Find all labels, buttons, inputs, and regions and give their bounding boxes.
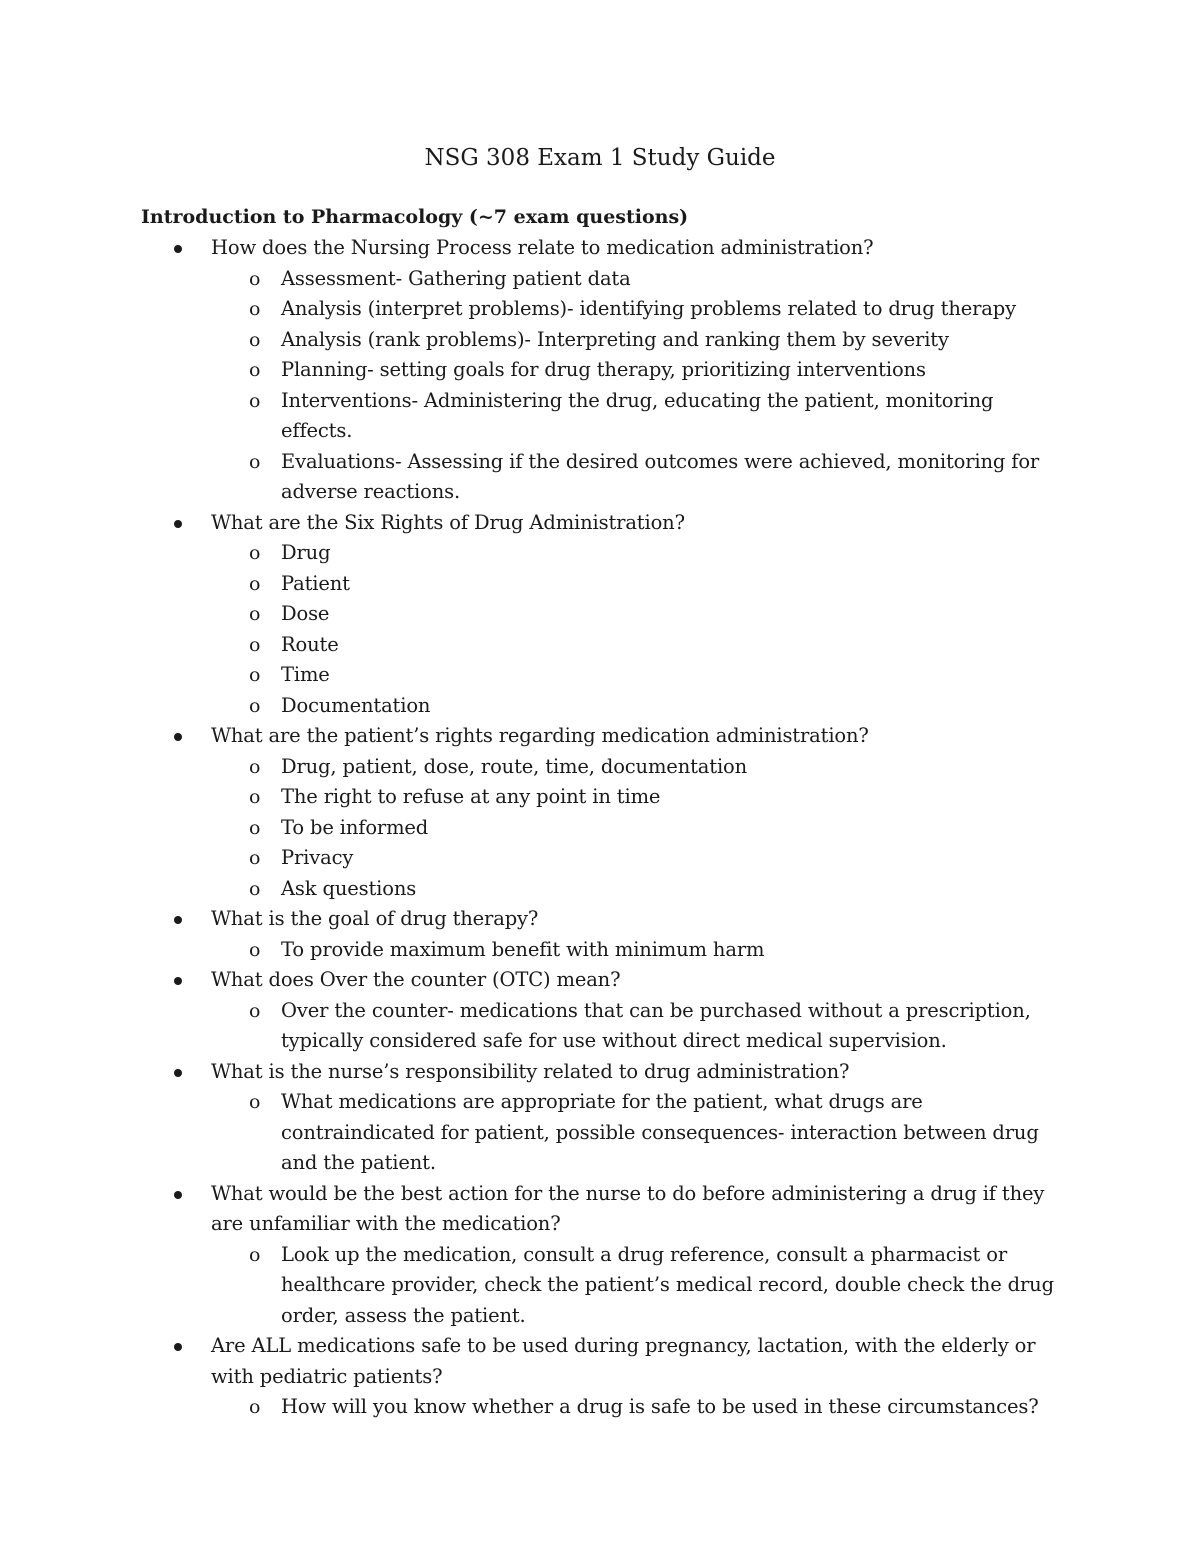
- question-item: [141, 233, 1061, 508]
- answer-item: [211, 355, 1061, 386]
- answer-text: Assessment- Gathering patient data: [281, 266, 631, 290]
- sub-bullet-icon: o: [249, 664, 261, 686]
- answer-item: [211, 569, 1061, 600]
- bullet-icon: [174, 1191, 182, 1199]
- answer-text: How will you know whether a drug is safe to be used in these circumstances?: [281, 1395, 1039, 1418]
- answer-list: [211, 935, 1061, 966]
- question-text: What are the Six Rights of Drug Administration?: [211, 510, 685, 534]
- question-text: What are the patient’s rights regarding medication administration?: [211, 724, 869, 747]
- sub-bullet-icon: o: [249, 359, 261, 381]
- sub-bullet-icon: o: [249, 938, 261, 961]
- question-text: What would be the best action for the nurse to do before administering a drug if they are unfamiliar with the medication?: [211, 1181, 1045, 1235]
- answer-text: Drug: [281, 541, 331, 564]
- answer-text: Privacy: [281, 846, 354, 869]
- bullet-icon: [174, 977, 182, 985]
- answer-item: [211, 996, 1061, 1057]
- question-item: [141, 1057, 1061, 1179]
- answer-text: Documentation: [281, 693, 431, 717]
- question-text: What is the goal of drug therapy?: [211, 907, 539, 930]
- sub-bullet-icon: o: [249, 786, 261, 808]
- answer-item: [211, 660, 1061, 691]
- answer-text: What medications are appropriate for the patient, what drugs are contraindicated for patient, possible consequences- interaction between drug and the patient.: [281, 1090, 1039, 1174]
- answer-text: Planning- setting goals for drug therapy, prioritizing interventions: [281, 358, 926, 381]
- answer-item: [211, 264, 1061, 295]
- bullet-icon: [174, 1069, 182, 1077]
- bullet-icon: [174, 520, 182, 528]
- sub-bullet-icon: o: [249, 1091, 261, 1113]
- sub-bullet-icon: o: [249, 572, 261, 595]
- answer-text: To be informed: [281, 815, 429, 839]
- answer-item: [211, 1087, 1061, 1179]
- sub-bullet-icon: o: [249, 542, 261, 564]
- question-list: [141, 233, 1061, 1423]
- answer-list: [211, 1392, 1061, 1423]
- answer-item: [211, 935, 1061, 966]
- answer-text: Analysis (rank problems)- Interpreting and ranking them by severity: [281, 327, 949, 351]
- bullet-icon: [174, 733, 182, 741]
- answer-text: Drug, patient, dose, route, time, documentation: [281, 754, 748, 778]
- bullet-icon: [174, 245, 182, 253]
- sub-bullet-icon: o: [249, 999, 261, 1022]
- sub-bullet-icon: o: [249, 755, 261, 778]
- section-heading: Introduction to Pharmacology (~7 exam questions): [141, 206, 689, 228]
- question-item: [141, 1331, 1061, 1423]
- sub-bullet-icon: o: [249, 694, 261, 717]
- bullet-icon: [174, 1343, 182, 1351]
- answer-item: [211, 843, 1061, 874]
- answer-text: Patient: [281, 571, 350, 595]
- answer-text: Ask questions: [281, 876, 417, 900]
- answer-text: To provide maximum benefit with minimum harm: [281, 937, 765, 961]
- question-item: [141, 508, 1061, 722]
- answer-text: Evaluations- Assessing if the desired outcomes were achieved, monitoring for adverse reactions.: [281, 449, 1040, 503]
- answer-item: [211, 538, 1061, 569]
- answer-item: [211, 386, 1061, 447]
- sub-bullet-icon: o: [249, 328, 261, 351]
- answer-text: Time: [281, 663, 330, 686]
- answer-item: [211, 1240, 1061, 1332]
- sub-bullet-icon: o: [249, 603, 261, 625]
- question-text: Are ALL medications safe to be used during pregnancy, lactation, with the elderly or with pediatric patients?: [211, 1334, 1036, 1388]
- answer-text: Analysis (interpret problems)- identifying problems related to drug therapy: [281, 297, 1016, 320]
- sub-bullet-icon: o: [249, 633, 261, 656]
- question-text: What does Over the counter (OTC) mean?: [211, 968, 621, 991]
- question-text: How does the Nursing Process relate to medication administration?: [211, 236, 874, 259]
- answer-list: [211, 264, 1061, 508]
- answer-list: [211, 752, 1061, 905]
- sub-bullet-icon: o: [249, 389, 261, 412]
- answer-item: [211, 752, 1061, 783]
- answer-item: [211, 813, 1061, 844]
- answer-item: [211, 782, 1061, 813]
- answer-text: Over the counter- medications that can be purchased without a prescription, typically considered safe for use without direct medical supervision.: [281, 998, 1031, 1052]
- question-text: What is the nurse’s responsibility related to drug administration?: [211, 1059, 850, 1083]
- sub-bullet-icon: o: [249, 298, 261, 320]
- question-item: [141, 904, 1061, 965]
- answer-item: [211, 691, 1061, 722]
- answer-item: [211, 447, 1061, 508]
- answer-list: [211, 538, 1061, 721]
- answer-item: [211, 874, 1061, 905]
- question-item: [141, 721, 1061, 904]
- bullet-icon: [174, 916, 182, 924]
- answer-text: The right to refuse at any point in time: [281, 785, 661, 808]
- sub-bullet-icon: o: [249, 877, 261, 900]
- question-item: [141, 1179, 1061, 1332]
- answer-list: [211, 1240, 1061, 1332]
- sub-bullet-icon: o: [249, 450, 261, 473]
- answer-text: Dose: [281, 602, 330, 625]
- sub-bullet-icon: o: [249, 1243, 261, 1266]
- answer-item: [211, 325, 1061, 356]
- answer-text: Route: [281, 632, 339, 656]
- document-title: NSG 308 Exam 1 Study Guide: [424, 145, 776, 171]
- question-item: [141, 965, 1061, 1057]
- answer-item: [211, 599, 1061, 630]
- answer-list: [211, 996, 1061, 1057]
- answer-text: Look up the medication, consult a drug reference, consult a pharmacist or healthcare provider, check the patient’s medical record, double check the drug order, assess the patient.: [281, 1242, 1054, 1327]
- answer-item: [211, 294, 1061, 325]
- answer-text: Interventions- Administering the drug, educating the patient, monitoring effects.: [281, 388, 994, 442]
- answer-item: [211, 1392, 1061, 1423]
- answer-list: [211, 1087, 1061, 1179]
- sub-bullet-icon: o: [249, 847, 261, 869]
- answer-item: [211, 630, 1061, 661]
- sub-bullet-icon: o: [249, 267, 261, 290]
- sub-bullet-icon: o: [249, 1396, 261, 1418]
- sub-bullet-icon: o: [249, 816, 261, 839]
